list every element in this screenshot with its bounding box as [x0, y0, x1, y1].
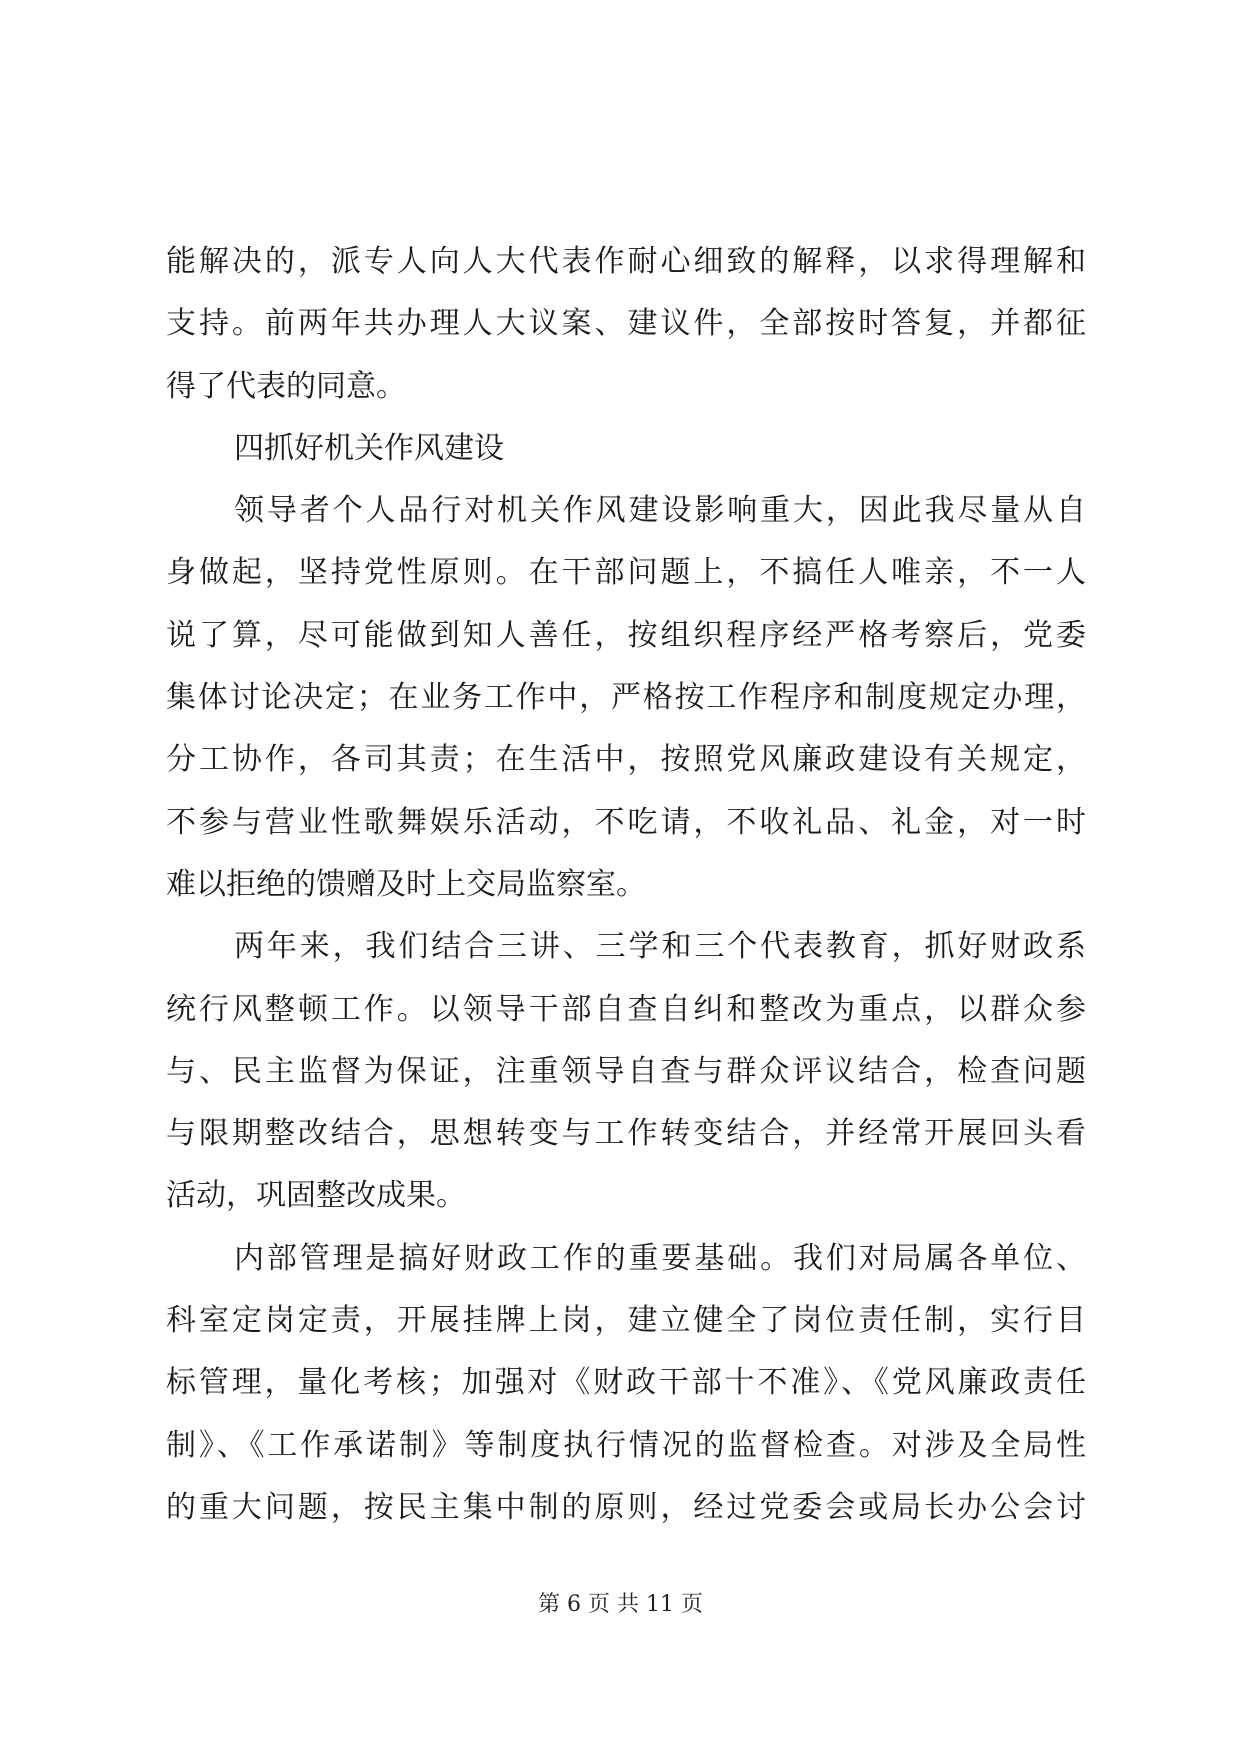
text-line: 与限期整改结合，思想转变与工作转变结合，并经常开展回头看	[166, 1116, 1086, 1152]
text-line: 身做起，坚持党性原则。在干部问题上，不搞任人唯亲，不一人	[166, 555, 1086, 591]
section-heading: 四抓好机关作风建设	[234, 430, 504, 466]
page-number-footer: 第 6 页 共 11 页	[538, 1592, 703, 1617]
text-line: 说了算，尽可能做到知人善任，按组织程序经严格考察后，党委	[166, 617, 1086, 653]
text-line: 两年来，我们结合三讲、三学和三个代表教育，抓好财政系	[234, 929, 1086, 965]
text-line: 难以拒绝的馈赠及时上交局监察室。	[166, 866, 646, 902]
text-line: 统行风整顿工作。以领导干部自查自纠和整改为重点，以群众参	[166, 991, 1086, 1027]
text-line: 与、民主监督为保证，注重领导自查与群众评议结合，检查问题	[166, 1053, 1086, 1089]
text-line: 集体讨论决定；在业务工作中，严格按工作程序和制度规定办理，	[166, 680, 1086, 716]
text-line: 科室定岗定责，开展挂牌上岗，建立健全了岗位责任制，实行目	[166, 1303, 1086, 1339]
text-line: 领导者个人品行对机关作风建设影响重大，因此我尽量从自	[234, 493, 1086, 529]
text-line: 分工协作，各司其责；在生活中，按照党风廉政建设有关规定，	[166, 742, 1086, 778]
text-line: 得了代表的同意。	[166, 368, 406, 404]
text-line: 制》、《工作承诺制》等制度执行情况的监督检查。对涉及全局性	[166, 1427, 1086, 1463]
text-line: 活动，巩固整改成果。	[166, 1178, 466, 1214]
text-line: 支持。前两年共办理人大议案、建议件，全部按时答复，并都征	[166, 306, 1086, 342]
text-line: 内部管理是搞好财政工作的重要基础。我们对局属各单位、	[234, 1240, 1086, 1276]
text-line: 的重大问题，按民主集中制的原则，经过党委会或局长办公会讨	[166, 1489, 1086, 1525]
text-line: 不参与营业性歌舞娱乐活动，不吃请，不收礼品、礼金，对一时	[166, 804, 1086, 840]
text-line: 标管理，量化考核；加强对《财政干部十不准》、《党风廉政责任	[166, 1365, 1086, 1401]
text-line: 能解决的，派专人向人大代表作耐心细致的解释，以求得理解和	[166, 244, 1086, 279]
document-body	[166, 231, 1086, 1539]
